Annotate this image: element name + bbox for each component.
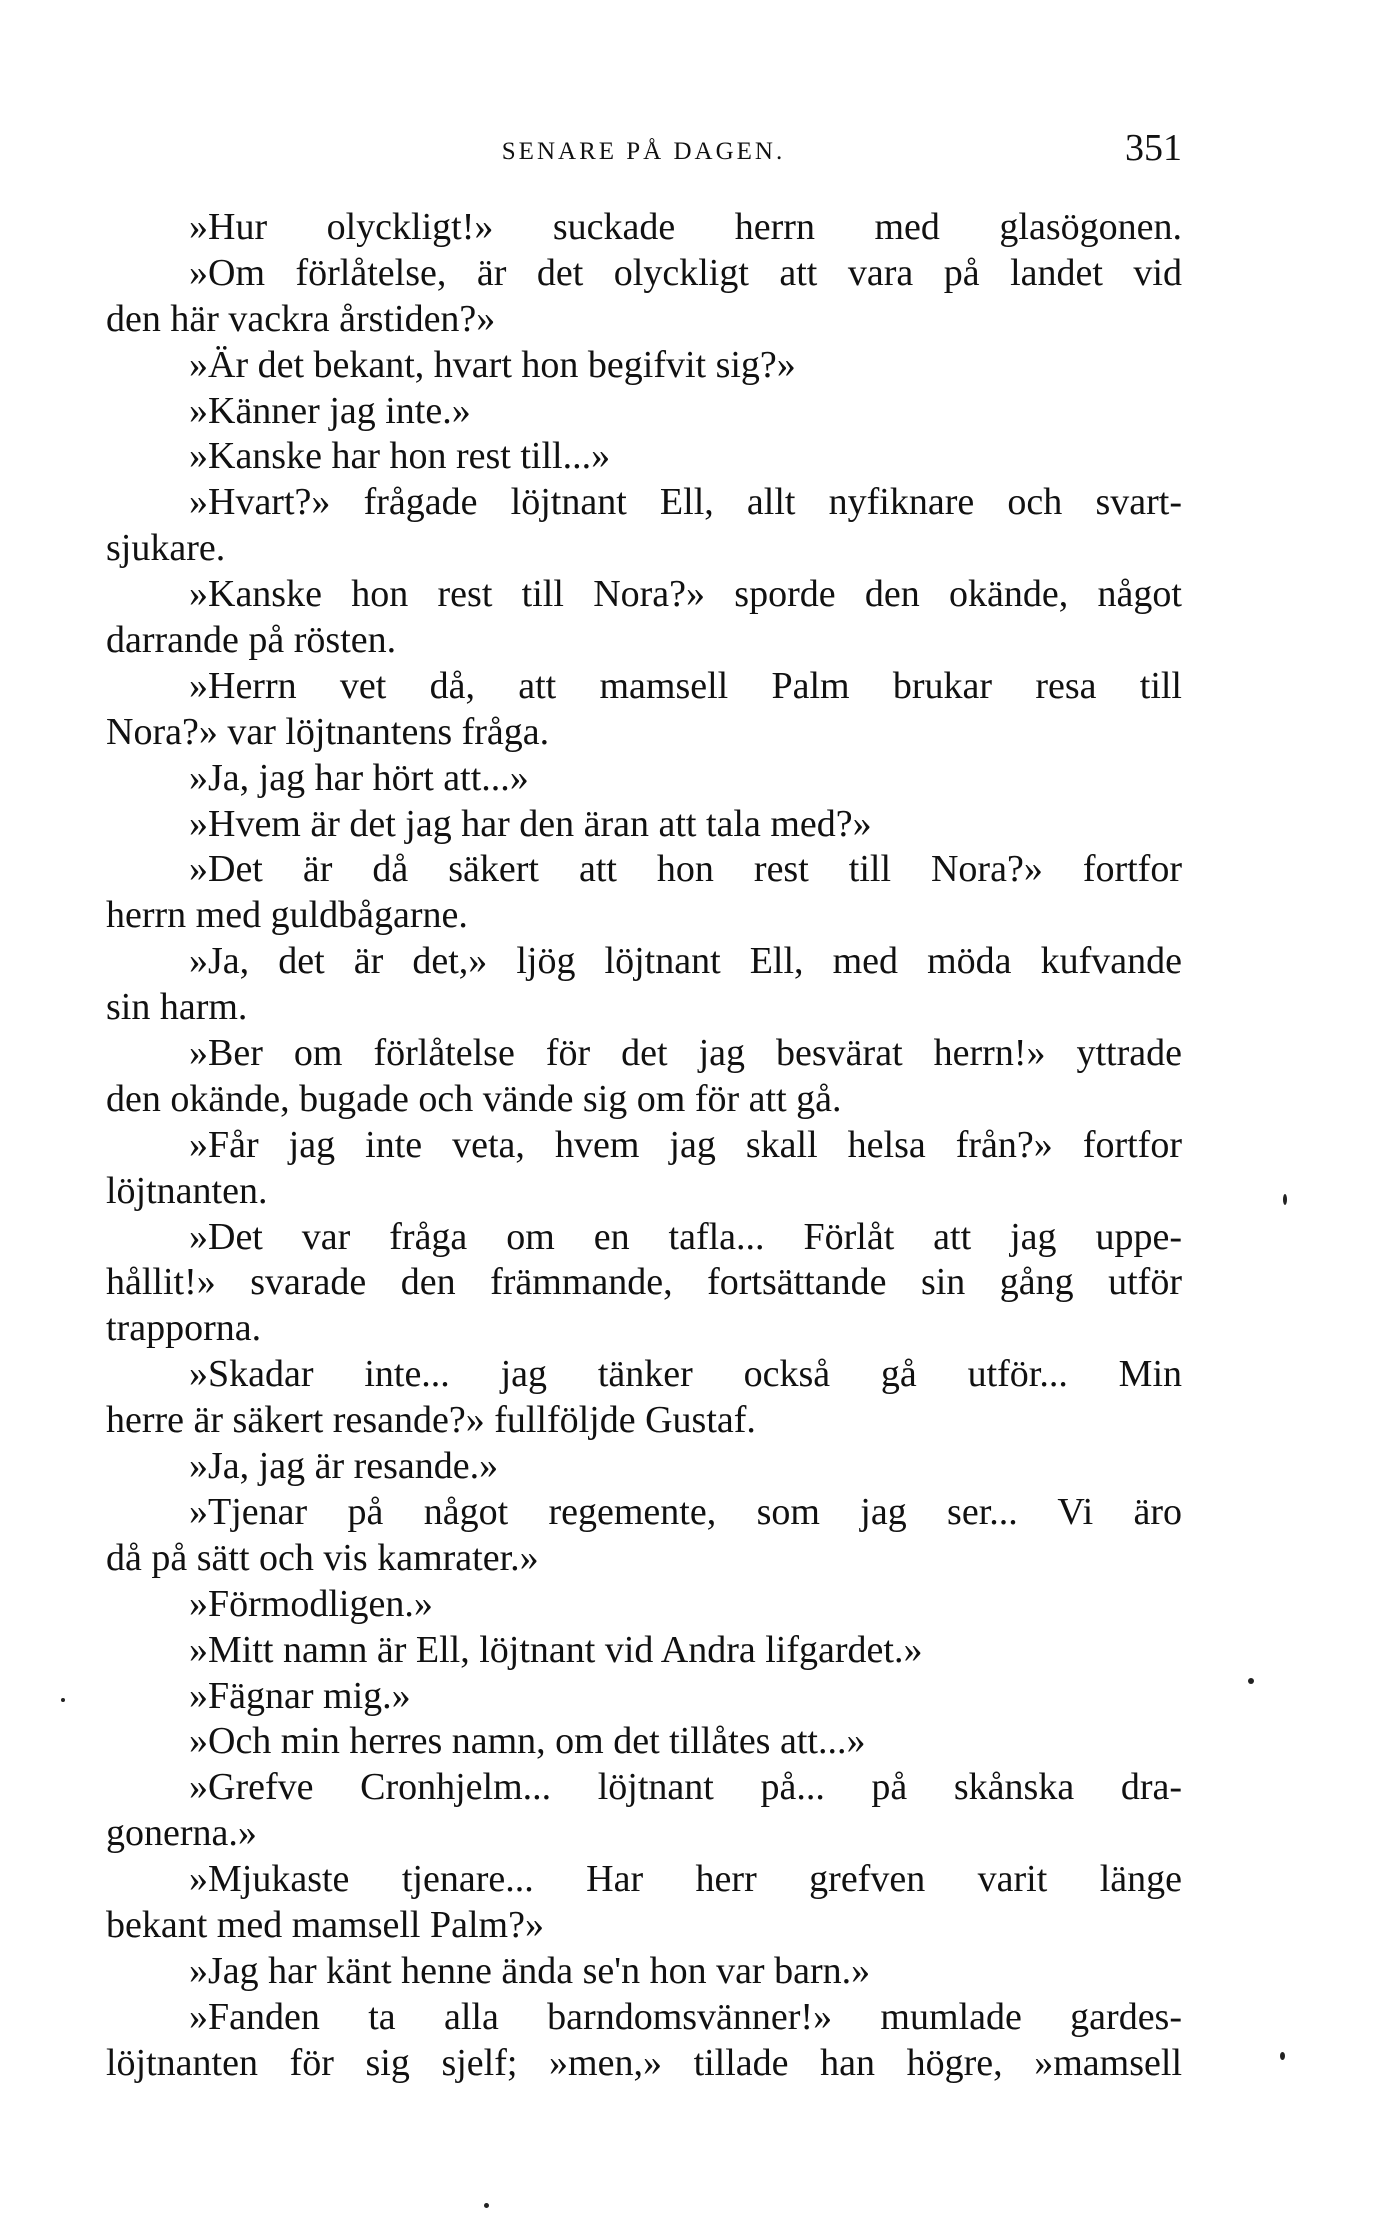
text-line: »Mjukaste tjenare... Har herr grefven varit länge bbox=[189, 1858, 1182, 1901]
text-line: »Kanske hon rest till Nora?» sporde den okände, något bbox=[189, 573, 1182, 616]
text-line: sjukare. bbox=[106, 527, 226, 570]
text-line: darrande på rösten. bbox=[106, 619, 397, 662]
text-line: »Det är då säkert att hon rest till Nora?» fortfor bbox=[189, 848, 1182, 891]
text-line: »Jag har känt henne ända se'n hon var barn.» bbox=[189, 1949, 871, 1992]
text-line: »Herrn vet då, att mamsell Palm brukar resa till bbox=[189, 664, 1182, 707]
text-line: »Hur olyckligt!» suckade herrn med glasögonen. bbox=[189, 206, 1182, 248]
text-line: »Är det bekant, hvart hon begifvit sig?» bbox=[189, 343, 796, 386]
text-line: Nora?» var löjtnantens fråga. bbox=[106, 710, 550, 753]
text-line: »Ja, jag har hört att...» bbox=[189, 756, 529, 799]
text-line: »Hvart?» frågade löjtnant Ell, allt nyfiknare och svart- bbox=[189, 481, 1182, 524]
text-line: »Det var fråga om en tafla... Förlåt att jag uppe- bbox=[189, 1215, 1182, 1258]
print-speck bbox=[1280, 2052, 1285, 2060]
text-line: »Ber om förlåtelse för det jag besvärat herrn!» yttrade bbox=[189, 1032, 1182, 1075]
print-speck bbox=[484, 2203, 489, 2208]
text-line: herrn med guldbågarne. bbox=[106, 894, 468, 937]
text-line: den okände, bugade och vände sig om för att gå. bbox=[106, 1077, 842, 1120]
text-line: »Ja, jag är resande.» bbox=[189, 1445, 499, 1488]
text-line: »Mitt namn är Ell, löjtnant vid Andra lifgardet.» bbox=[189, 1628, 923, 1671]
text-line: »Och min herres namn, om det tillåtes att...» bbox=[189, 1720, 866, 1763]
text-line: löjtnanten. bbox=[106, 1169, 268, 1212]
text-line: »Ja, det är det,» ljög löjtnant Ell, med möda kufvande bbox=[189, 940, 1182, 983]
text-line: då på sätt och vis kamrater.» bbox=[106, 1536, 539, 1579]
text-line: »Hvem är det jag har den äran att tala med?» bbox=[189, 802, 872, 845]
text-line: gonerna.» bbox=[106, 1812, 257, 1855]
print-speck bbox=[61, 1698, 65, 1702]
text-line: hållit!» svarade den främmande, fortsättande sin gång utför bbox=[106, 1261, 1182, 1304]
text-line: »Grefve Cronhjelm... löjtnant på... på skånska dra- bbox=[189, 1766, 1182, 1809]
text-line: »Om förlåtelse, är det olyckligt att vara på landet vid bbox=[189, 251, 1182, 294]
text-line: trapporna. bbox=[106, 1307, 262, 1350]
page-header bbox=[105, 126, 1182, 176]
print-speck bbox=[1283, 1194, 1287, 1205]
text-line: »Kanske har hon rest till...» bbox=[189, 435, 611, 478]
text-line: sin harm. bbox=[106, 986, 248, 1029]
text-line: »Skadar inte... jag tänker också gå utför... Min bbox=[189, 1353, 1182, 1396]
text-line: herre är säkert resande?» fullföljde Gustaf. bbox=[106, 1399, 756, 1442]
page-number: 351 bbox=[1125, 127, 1182, 169]
text-line: »Känner jag inte.» bbox=[189, 389, 471, 432]
body-text bbox=[106, 205, 1182, 2087]
text-line: den här vackra årstiden?» bbox=[106, 297, 496, 340]
text-line: löjtnanten för sig sjelf; »men,» tillade han högre, »mamsell bbox=[106, 2041, 1182, 2084]
text-line: »Fägnar mig.» bbox=[189, 1674, 411, 1717]
text-line: bekant med mamsell Palm?» bbox=[106, 1903, 544, 1946]
print-speck bbox=[1248, 1678, 1254, 1684]
running-title: SENARE PÅ DAGEN. bbox=[501, 138, 786, 165]
text-line: »Tjenar på något regemente, som jag ser... Vi äro bbox=[189, 1490, 1182, 1533]
text-line: »Fanden ta alla barndomsvänner!» mumlade gardes- bbox=[189, 1995, 1182, 2038]
text-line: »Förmodligen.» bbox=[189, 1582, 433, 1625]
text-line: »Får jag inte veta, hvem jag skall helsa från?» fortfor bbox=[189, 1123, 1182, 1166]
